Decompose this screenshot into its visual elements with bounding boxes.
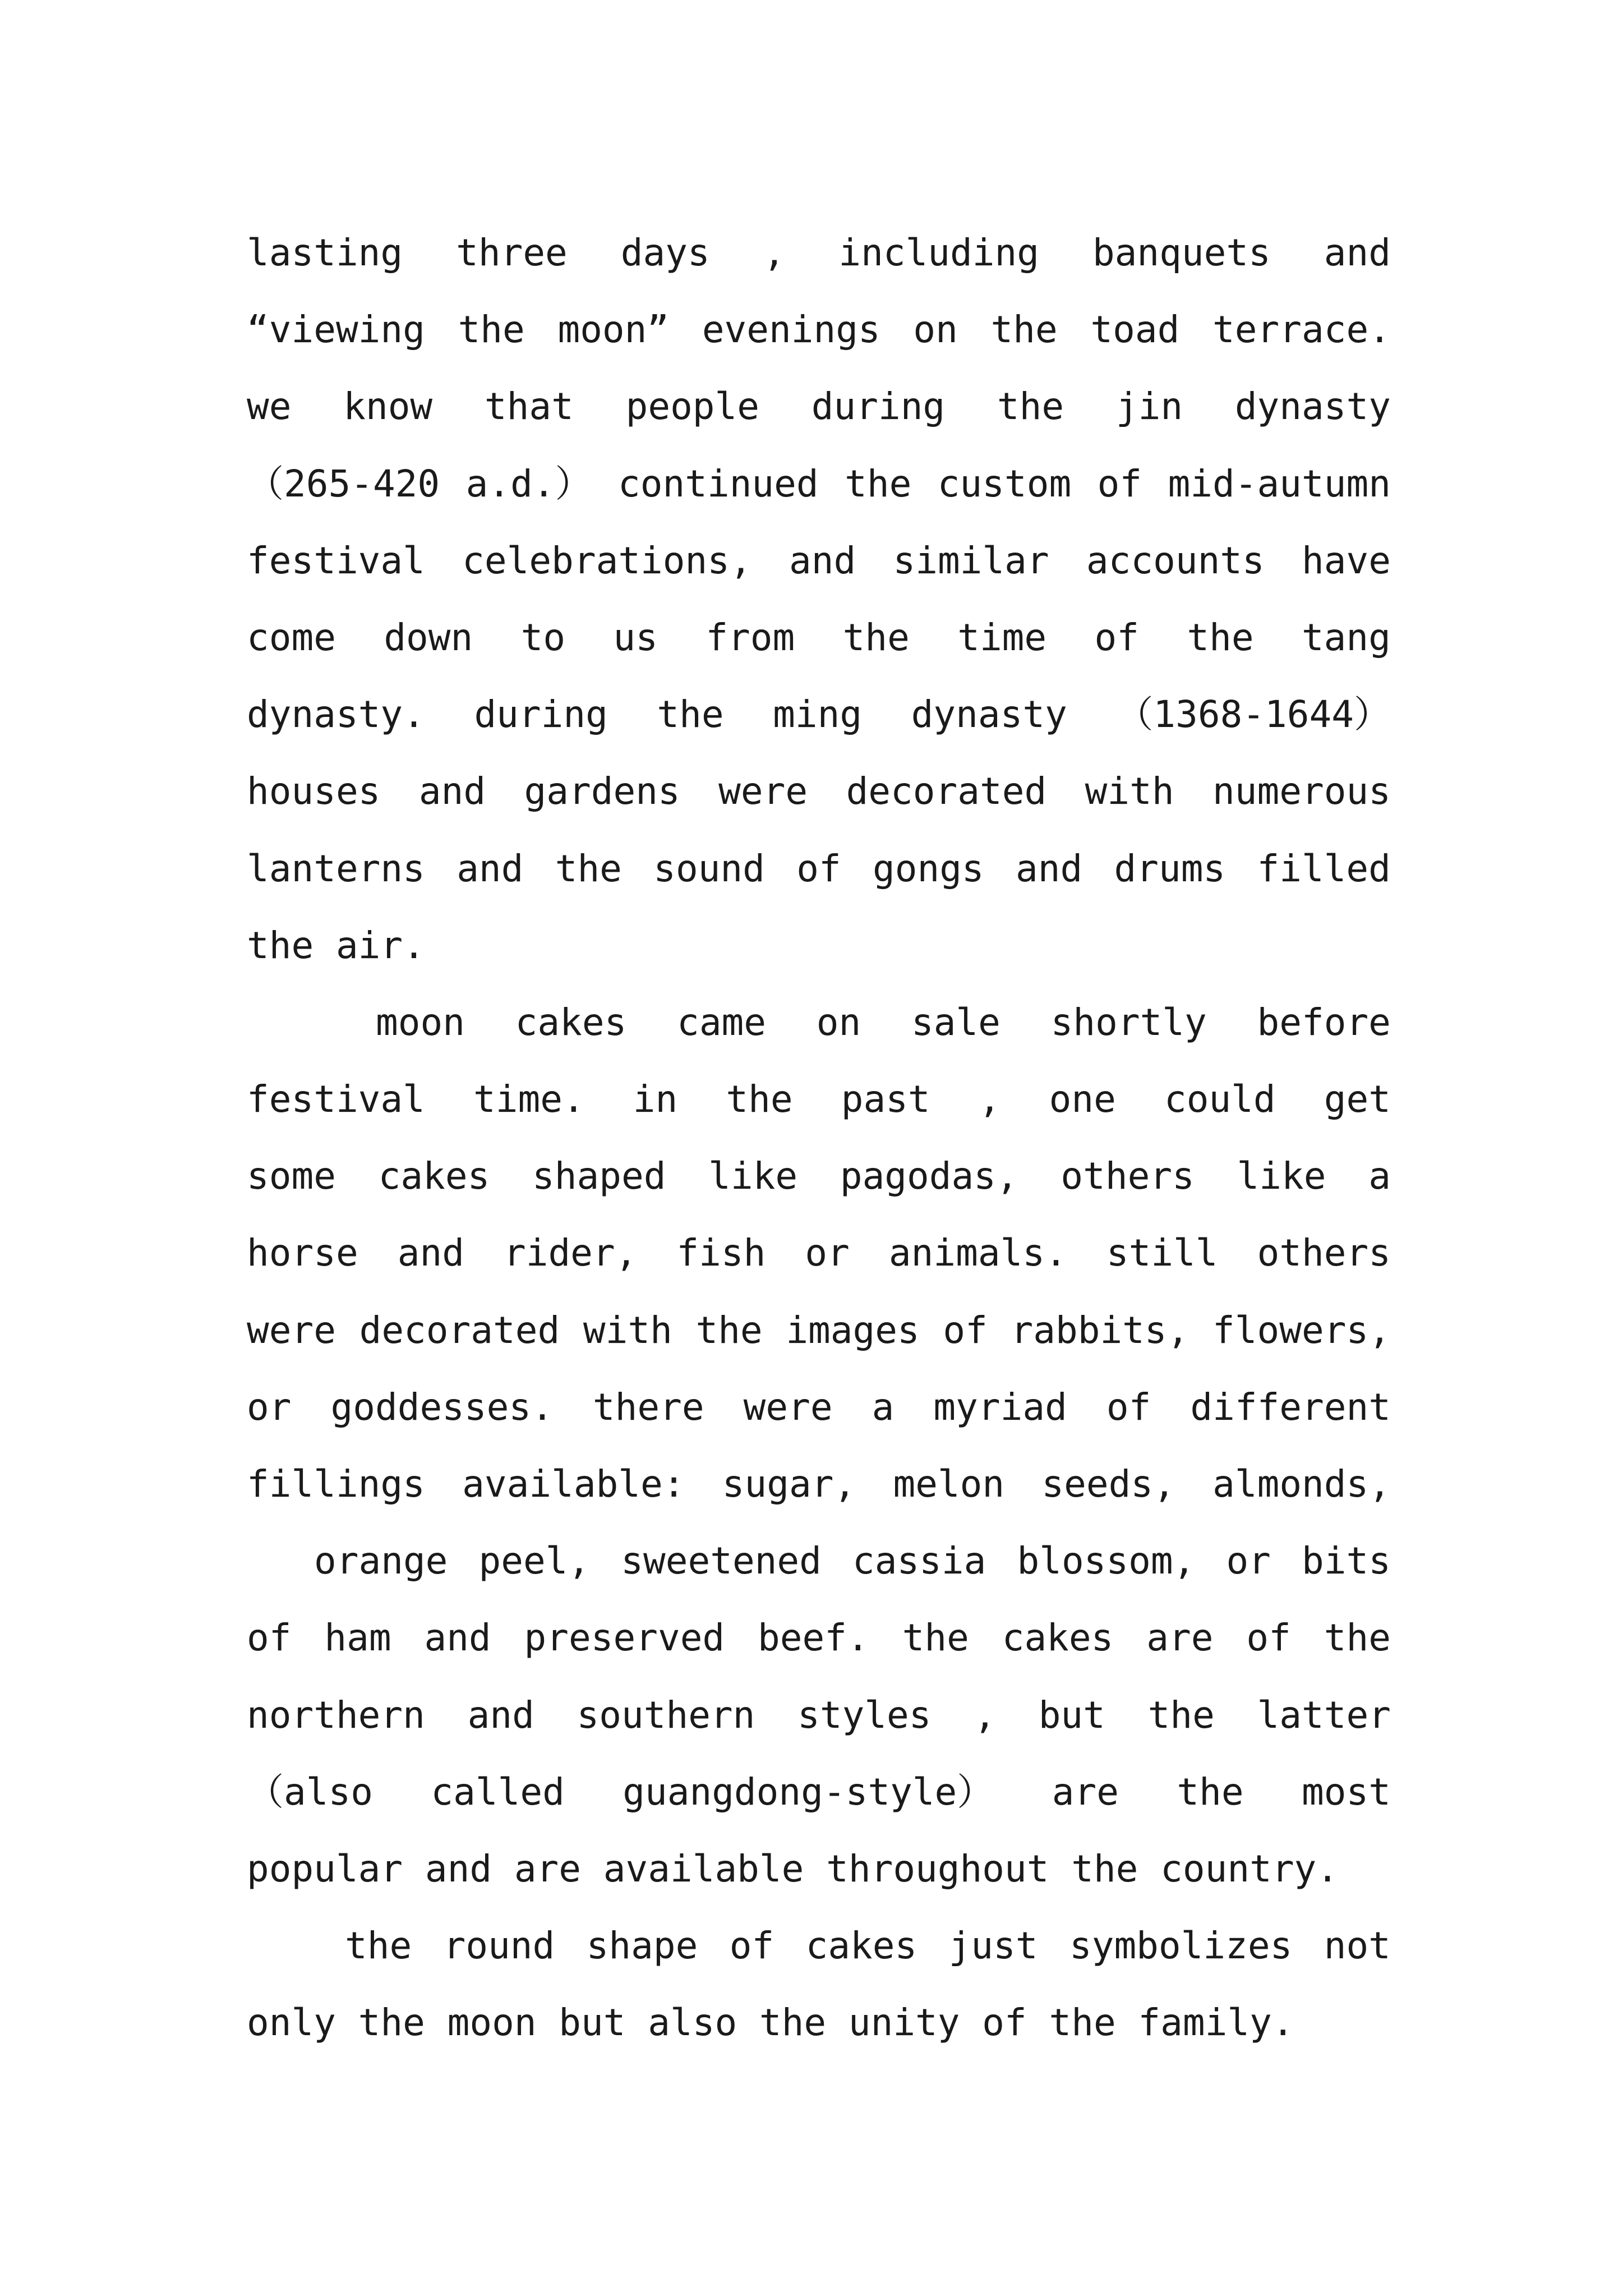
word: like <box>708 1154 798 1198</box>
word: banquets <box>1092 231 1271 274</box>
word: the <box>1324 1616 1391 1660</box>
word: ham <box>324 1616 391 1660</box>
word: with <box>583 1308 672 1352</box>
word: days <box>620 231 710 274</box>
word: lasting <box>247 231 403 274</box>
word: are <box>1146 1616 1214 1660</box>
word: a <box>1368 1154 1391 1198</box>
word: of <box>1246 1616 1291 1660</box>
word: fish <box>676 1231 766 1275</box>
word: terrace. <box>1212 308 1391 352</box>
word: including <box>838 231 1039 274</box>
word: the <box>555 846 622 890</box>
word: or <box>805 1231 850 1275</box>
word: animals. <box>888 1231 1067 1275</box>
word: shortly <box>1050 1000 1207 1044</box>
word: people <box>625 385 760 429</box>
word: continued <box>618 462 819 505</box>
word: the <box>726 1078 793 1121</box>
word: flowers, <box>1212 1308 1391 1352</box>
word: sound <box>653 846 765 890</box>
text-line <box>247 214 1391 291</box>
text-line <box>247 522 1391 599</box>
word: （265-420 <box>247 462 440 505</box>
word: （also <box>247 1770 373 1814</box>
word: from <box>706 615 795 659</box>
word: melon <box>893 1462 1005 1506</box>
word: evenings <box>702 308 880 352</box>
word: that <box>484 385 574 429</box>
word: festival <box>247 539 425 582</box>
word: or <box>247 1385 292 1429</box>
word: almonds, <box>1212 1462 1391 1506</box>
word: the <box>1187 615 1254 659</box>
word: rabbits, <box>1011 1308 1189 1352</box>
word: called <box>431 1770 565 1814</box>
word: we <box>247 385 292 429</box>
word: are <box>1052 1770 1119 1814</box>
word: a <box>872 1385 895 1429</box>
word: to <box>520 615 566 659</box>
word: myriad <box>933 1385 1067 1429</box>
word: latter <box>1257 1693 1391 1737</box>
word: the <box>845 462 912 505</box>
word: accounts <box>1086 539 1265 582</box>
text-line <box>247 1677 1391 1754</box>
word: cassia <box>852 1539 986 1583</box>
word: southern <box>577 1693 755 1737</box>
text-line <box>247 445 1391 522</box>
word: the <box>695 1308 763 1352</box>
word: dynasty <box>1234 385 1391 429</box>
word: most <box>1302 1770 1391 1814</box>
word: rider, <box>503 1231 638 1275</box>
word: blossom, <box>1017 1539 1196 1583</box>
word: one <box>1049 1078 1116 1121</box>
word: of <box>796 846 841 890</box>
word: guangdong-style） <box>623 1770 994 1814</box>
text-line <box>247 676 1391 753</box>
word: but <box>1038 1693 1105 1737</box>
word: bits <box>1302 1539 1391 1583</box>
word: ming <box>773 693 863 737</box>
word: have <box>1302 539 1391 582</box>
word: moon <box>376 1000 465 1044</box>
word: down <box>384 615 473 659</box>
word: decorated <box>359 1308 560 1352</box>
text-line <box>247 599 1391 676</box>
word: beef. <box>758 1616 869 1660</box>
word: not <box>1324 1924 1391 1968</box>
word: fillings <box>247 1462 425 1506</box>
word: horse <box>247 1231 358 1275</box>
text-line <box>247 1138 1391 1214</box>
word: different <box>1190 1385 1391 1429</box>
word: drums <box>1114 846 1226 890</box>
word: custom <box>937 462 1072 505</box>
word: festival <box>247 1078 425 1121</box>
text-line: only the moon but also the unity of the family. <box>247 2001 1294 2045</box>
text-line <box>247 1446 1391 1522</box>
word: sweetened <box>621 1539 822 1583</box>
word: others <box>1257 1231 1391 1275</box>
word: some <box>247 1154 336 1198</box>
word: and <box>467 1693 534 1737</box>
word: were <box>718 770 808 813</box>
word: styles <box>797 1693 932 1737</box>
word: of <box>729 1924 774 1968</box>
word: , <box>974 1693 996 1737</box>
word: similar <box>893 539 1049 582</box>
text-line <box>247 753 1391 830</box>
text-line <box>247 1522 1391 1599</box>
text-line <box>247 291 1391 368</box>
word: and <box>457 846 524 890</box>
word: celebrations, <box>462 539 752 582</box>
word: the <box>458 308 525 352</box>
word: or <box>1226 1539 1271 1583</box>
word: orange <box>314 1539 448 1583</box>
word: during <box>474 693 608 737</box>
word: cakes <box>1002 1616 1114 1660</box>
word: the <box>997 385 1064 429</box>
word: us <box>613 615 658 659</box>
paragraph-start-line <box>247 984 1391 1061</box>
text-line: popular and are available throughout the country. <box>247 1847 1339 1890</box>
word: sugar, <box>722 1462 856 1506</box>
word: shape <box>586 1924 698 1968</box>
word: the <box>842 615 910 659</box>
word: dynasty <box>911 693 1067 737</box>
word: the <box>902 1616 969 1660</box>
word: and <box>418 770 486 813</box>
word: decorated <box>846 770 1047 813</box>
word: could <box>1164 1078 1276 1121</box>
word: came <box>677 1000 767 1044</box>
word: gardens <box>524 770 680 813</box>
word: the <box>1177 1770 1244 1814</box>
word: time <box>957 615 1047 659</box>
word: cakes <box>805 1924 917 1968</box>
word: and <box>789 539 856 582</box>
word: sale <box>911 1000 1000 1044</box>
word: available: <box>462 1462 685 1506</box>
word: on <box>913 308 958 352</box>
word: on <box>816 1000 861 1044</box>
word: of <box>1097 462 1142 505</box>
word: dynasty. <box>247 693 425 737</box>
word: know <box>343 385 433 429</box>
word: get <box>1324 1078 1391 1121</box>
word: come <box>247 615 336 659</box>
word: moon” <box>557 308 670 352</box>
text-line <box>247 1292 1391 1369</box>
word: during <box>811 385 946 429</box>
word: three <box>456 231 568 274</box>
word: the <box>657 693 724 737</box>
word: of <box>943 1308 988 1352</box>
word: and <box>424 1616 491 1660</box>
word: numerous <box>1212 770 1391 813</box>
word: gongs <box>872 846 984 890</box>
word: filled <box>1257 846 1391 890</box>
word: seeds, <box>1041 1462 1175 1506</box>
word: like <box>1237 1154 1326 1198</box>
word: in <box>633 1078 678 1121</box>
word: shaped <box>532 1154 666 1198</box>
text-line <box>247 830 1391 907</box>
word: “viewing <box>247 308 425 352</box>
word: round <box>443 1924 555 1968</box>
word: there <box>592 1385 704 1429</box>
word: and <box>1324 231 1391 274</box>
word: still <box>1106 1231 1218 1275</box>
word: toad <box>1090 308 1180 352</box>
word: , <box>978 1078 1001 1121</box>
word: of <box>1106 1385 1151 1429</box>
word: with <box>1085 770 1174 813</box>
word: northern <box>247 1693 425 1737</box>
word: of <box>1094 615 1139 659</box>
word: were <box>247 1308 336 1352</box>
text-line <box>247 368 1391 445</box>
word: houses <box>247 770 381 813</box>
text-line <box>247 1061 1391 1138</box>
text-line <box>247 1214 1391 1291</box>
word: cakes <box>515 1000 627 1044</box>
word: others <box>1061 1154 1195 1198</box>
body-text <box>247 214 1391 2062</box>
word: time. <box>473 1078 585 1121</box>
word: were <box>743 1385 833 1429</box>
word: of <box>247 1616 292 1660</box>
word: goddesses. <box>330 1385 554 1429</box>
word: the <box>990 308 1058 352</box>
word: peel, <box>478 1539 591 1583</box>
word: and <box>397 1231 464 1275</box>
text-line <box>247 1599 1391 1676</box>
word: before <box>1257 1000 1391 1044</box>
word: , <box>763 231 786 274</box>
text-line: the air. <box>247 923 425 967</box>
word: jin <box>1115 385 1183 429</box>
word: tang <box>1301 615 1391 659</box>
word: lanterns <box>247 846 425 890</box>
word: images <box>786 1308 920 1352</box>
word: （1368-1644） <box>1116 693 1391 737</box>
word: and <box>1015 846 1083 890</box>
word: mid-autumn <box>1168 462 1391 505</box>
text-line <box>247 1754 1391 1830</box>
word: a.d.） <box>465 462 592 505</box>
word: the <box>345 1924 412 1968</box>
word: just <box>948 1924 1038 1968</box>
word: symbolizes <box>1069 1924 1293 1968</box>
word: cakes <box>378 1154 490 1198</box>
text-line <box>247 1369 1391 1446</box>
word: past <box>841 1078 930 1121</box>
word: preserved <box>524 1616 725 1660</box>
word: the <box>1147 1693 1215 1737</box>
word: pagodas, <box>840 1154 1018 1198</box>
paragraph-start-line <box>247 1907 1391 1984</box>
